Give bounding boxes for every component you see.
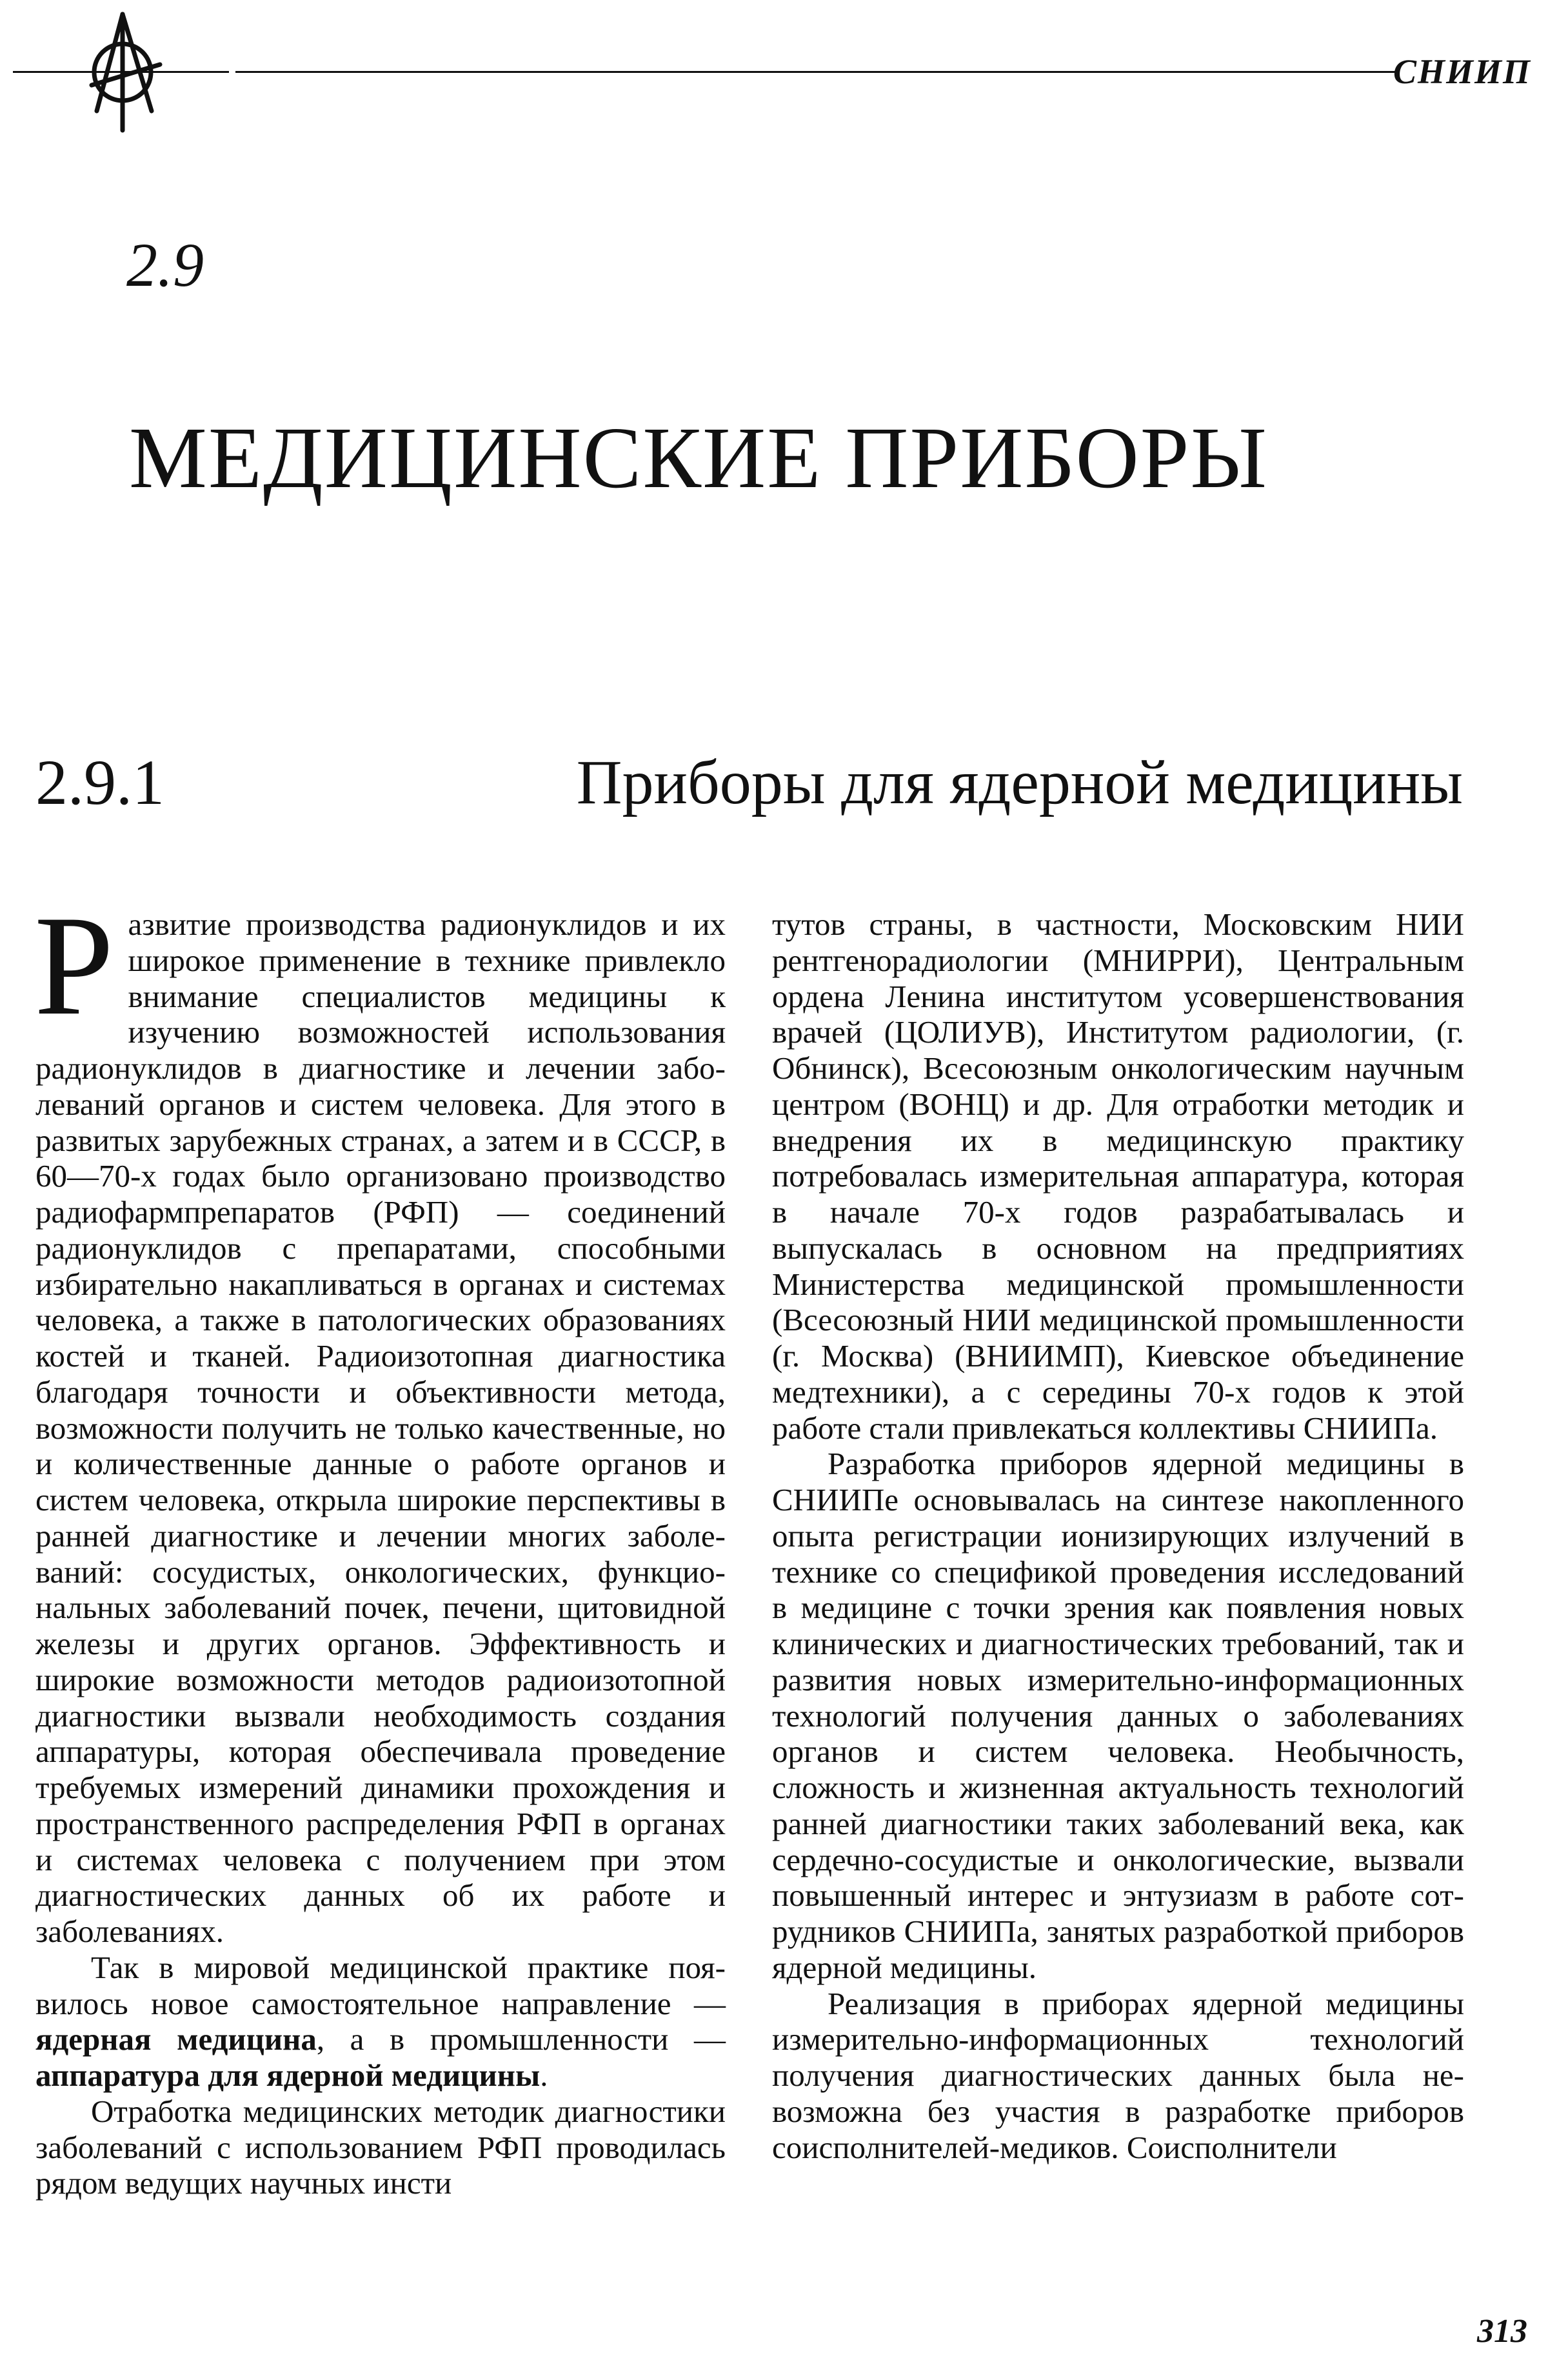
term-nuclear-medicine-equipment: аппаратура для ядерной медицины [35, 2057, 541, 2093]
paragraph-development: Разработка приборов ядерной медицины в СНИИПе основывалась на синтезе накопленного опыта регистрации ионизирующих излучений в технике со спецификой проведения исследований в медицине с точки зрения как появления новых клинических и диагностических требований, так и развития новых измерительно-информационных технологий получения данных о заболеваниях органов и систем человека. Необычность, сложность и жизненная актуальность технологий ранней диагностики таких заболеваний века, как сердечно-сосудистые и онкологические, вызвали повышенный интерес и энтузиазм в работе сотрудников СНИИПа, занятых разработкой приборов ядерной медицины. [772, 1446, 1464, 1985]
right-column [772, 906, 1464, 2165]
paragraph-institutes: тутов страны, в частности, Московским НИИ рентгенорадиологии (МНИРРИ), Центральным ордена Ленина институтом усовершенствования врачей (ЦОЛИУВ), Институтом радиологии, (г. Обнинск), Всесоюзным онкологическим научным центром (ВОНЦ) и др. Для отработки методик и внедрения их в медицинскую практику потребовалась измерительная аппаратура, которая в начале 70-х годов разрабатывалась и выпускалась в основном на предприятиях Министерства медицинской промышленности (Всесоюзный НИИ медицинской промышленности (г. Москва) (ВНИИМП), Киевское объединение медтехники), а с середины 70-х годов к этой работе стали привлекаться коллективы СНИИПа. [772, 906, 1464, 1446]
snip-logo-icon [77, 8, 206, 143]
left-column [34, 886, 726, 2201]
paragraph-nuclear-medicine-lead: Так в мировой медицинской практике появилось новое самостоятельное направление — [35, 1949, 726, 2021]
section-number: 2.9.1 [35, 746, 164, 818]
section-title: Приборы для ядерной медицины [576, 748, 1463, 817]
term-nuclear-medicine: ядерная медицина [35, 2021, 317, 2057]
page-number: 313 [1477, 2313, 1527, 2350]
header-rule-left [13, 71, 229, 73]
paragraph-implementation: Реализация в приборах ядерной медицины измерительно-информационных технологий получения диагностических данных была невозможна без участия в разработке приборов соисполнителей-медиков. Соисполнители [772, 1985, 1464, 2165]
drop-cap: Р [34, 886, 114, 1045]
paragraph-intro-text: азвитие производства радионуклидов и их широкое применение в технике привлекло внимание специалистов медицины к изучению возможностей использования радионуклидов в диагностике и лечении заболеваний органов и систем человека. Для этого в развитых зарубежных странах, а затем и в СССР, в 60—70-х годах было организовано производство радиофармпрепаратов (РФП) — соединений радионуклидов с препаратами, способными избирательно накапливаться в органах и системах человека, а также в патологических образованиях костей и тканей. Радиоизотопная диагностика благодаря точности и объективности метода, возможности получить не только качественные, но и количественные данные о работе органов и систем человека, открыла широкие перспективы в ранней диагностике и лечении многих заболеваний: сосудистых, онкологических, функциональных заболеваний почек, печени, щитовидной железы и других органов. Эффективность и широкие возможности методов радиоизотопной диагностики вызвали необходимость создания аппаратуры, которая обеспечивала проведение требуемых измерений динамики прохождения и пространственного распределения РФП в органах и системах человека с получением при этом диагностических данных об их работе и заболеваниях. [35, 906, 726, 1949]
paragraph-methods: Отработка медицинских методик диагностики заболеваний с использованием РФП проводилась рядом ведущих научных инсти [35, 2093, 726, 2201]
chapter-title: МЕДИЦИНСКИЕ ПРИБОРЫ [129, 410, 1269, 506]
paragraph-intro [34, 886, 726, 1950]
header-rule-right [235, 71, 1396, 73]
paragraph-nuclear-medicine-end: . [540, 2057, 548, 2093]
running-title: СНИИП [1393, 52, 1531, 91]
paragraph-nuclear-medicine [35, 1950, 726, 2094]
paragraph-nuclear-medicine-mid: , а в промышленности — [316, 2021, 726, 2057]
chapter-number: 2.9 [126, 230, 204, 299]
